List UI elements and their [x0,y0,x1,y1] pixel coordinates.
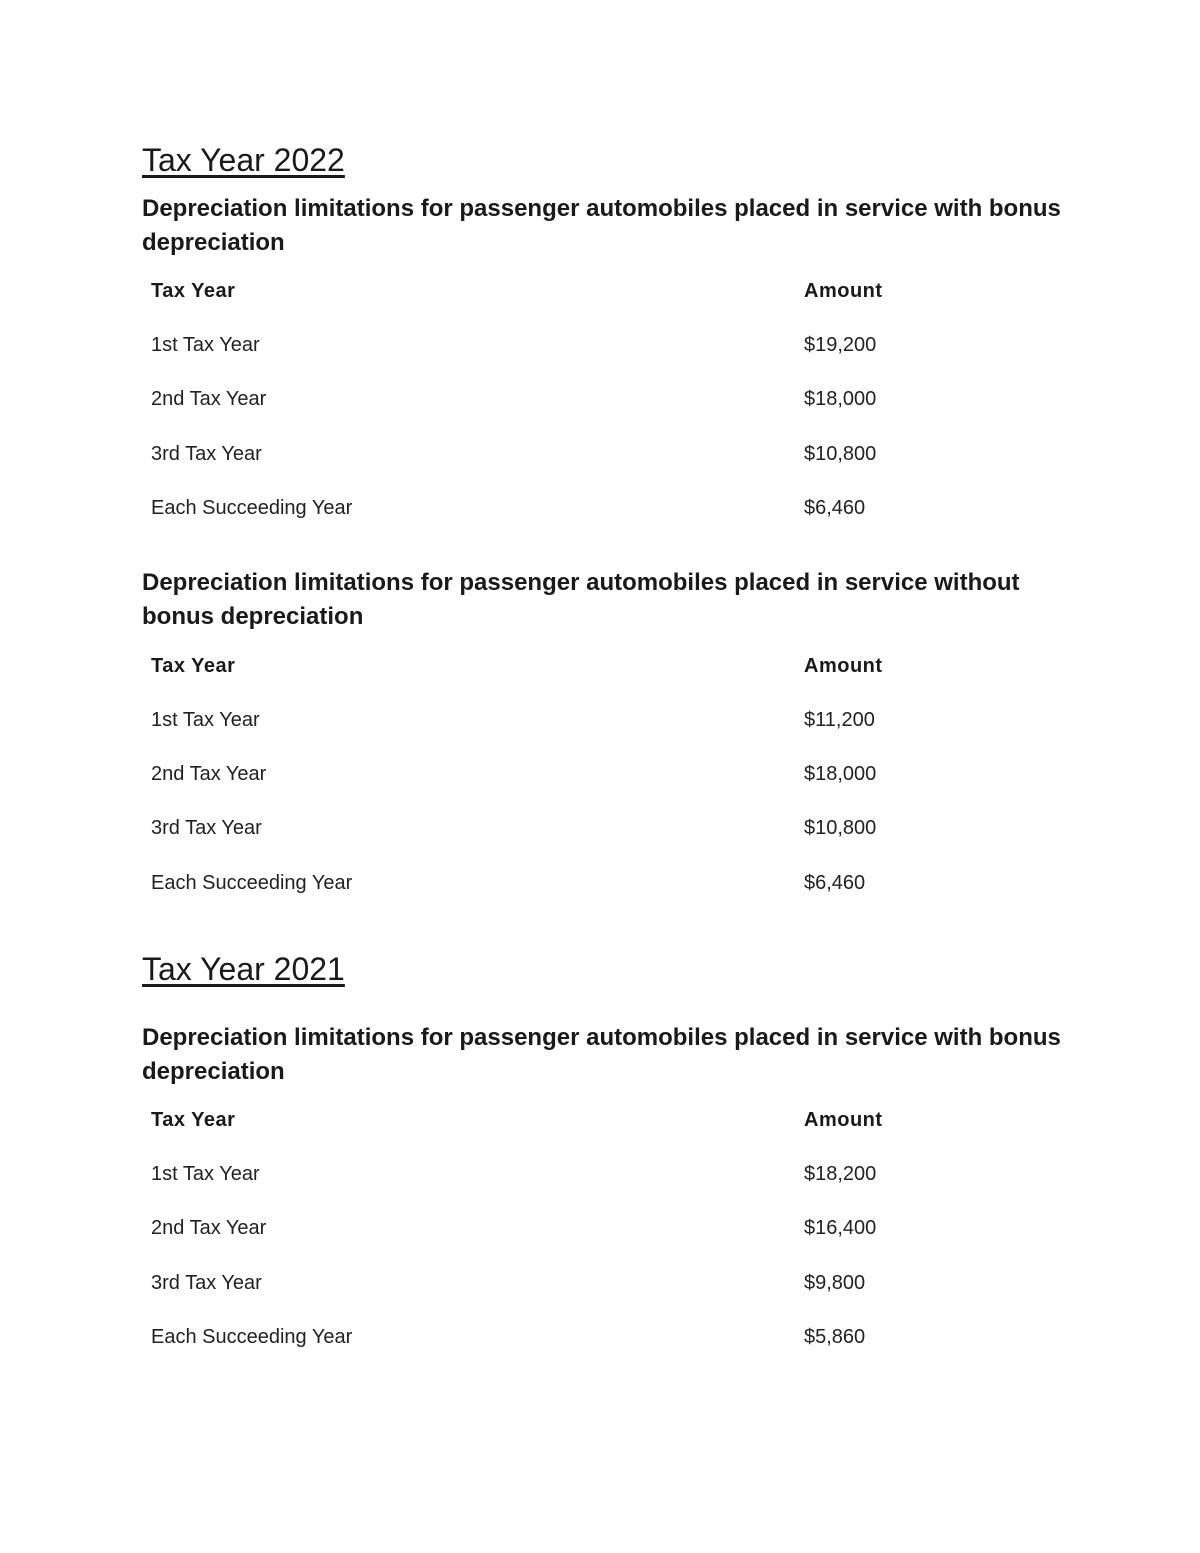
table-row [151,384,1051,414]
row-amount: $6,460 [804,872,866,894]
row-tax-year: 1st Tax Year [151,709,260,731]
column-header-tax-year: Tax Year [151,280,236,302]
row-tax-year: 1st Tax Year [151,1163,260,1185]
column-header-tax-year: Tax Year [151,655,236,677]
column-header-amount: Amount [804,1109,883,1131]
row-tax-year: 2nd Tax Year [151,1217,267,1239]
row-amount: $18,000 [804,763,877,785]
table-row [151,868,1051,898]
table-row [151,705,1051,735]
row-amount: $6,460 [804,497,866,519]
section-title-2022: Tax Year 2022 [142,142,345,178]
column-header-tax-year: Tax Year [151,1109,236,1131]
row-amount: $18,000 [804,388,877,410]
column-header-amount: Amount [804,280,883,302]
row-amount: $19,200 [804,334,877,356]
row-tax-year: 3rd Tax Year [151,443,262,465]
row-tax-year: 2nd Tax Year [151,388,267,410]
row-tax-year: 2nd Tax Year [151,763,267,785]
row-amount: $10,800 [804,817,877,839]
column-header-amount: Amount [804,655,883,677]
table-heading-2022-without-bonus: Depreciation limitations for passenger automobiles placed in service without bonus depreciation [142,569,1020,630]
row-tax-year: 3rd Tax Year [151,1272,262,1294]
table-row [151,813,1051,843]
table-header-row [151,651,1051,681]
row-tax-year: Each Succeeding Year [151,872,353,894]
row-amount: $10,800 [804,443,877,465]
row-tax-year: Each Succeeding Year [151,1326,353,1348]
table-row [151,1268,1051,1298]
row-amount: $5,860 [804,1326,866,1348]
row-amount: $11,200 [804,709,875,731]
row-amount: $16,400 [804,1217,877,1239]
row-amount: $18,200 [804,1163,877,1185]
table-row [151,1159,1051,1189]
section-title-2021: Tax Year 2021 [142,951,345,987]
table-row [151,439,1051,469]
table-header-row [151,1105,1051,1135]
table-row [151,1213,1051,1243]
table-heading-2022-with-bonus: Depreciation limitations for passenger automobiles placed in service with bonus depreciation [142,195,1061,256]
table-heading-2021-with-bonus: Depreciation limitations for passenger automobiles placed in service with bonus depreciation [142,1024,1061,1085]
row-tax-year: 1st Tax Year [151,334,260,356]
table-row [151,1322,1051,1352]
table-header-row [151,276,1051,306]
row-tax-year: Each Succeeding Year [151,497,353,519]
row-tax-year: 3rd Tax Year [151,817,262,839]
table-row [151,493,1051,523]
row-amount: $9,800 [804,1272,866,1294]
table-row [151,759,1051,789]
table-row [151,330,1051,360]
